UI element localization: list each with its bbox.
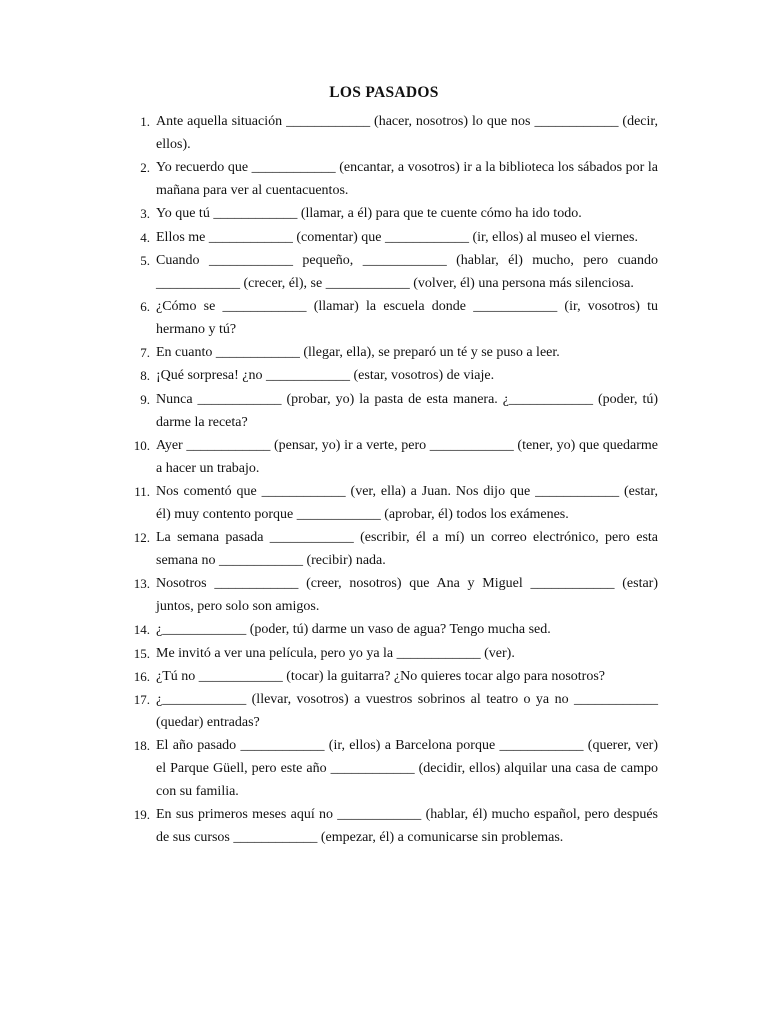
item-text: Cuando ____________ pequeño, ____________ (hablar, él) mucho, pero cuando ____________ (crecer, él), se ____________ (volver, él) una persona más silenciosa. — [156, 252, 658, 291]
exercise-item — [118, 341, 658, 364]
item-number: 1. — [140, 114, 150, 129]
item-number: 12. — [133, 530, 150, 546]
item-number: 11. — [134, 483, 150, 499]
exercise-item — [118, 642, 658, 665]
exercise-item — [118, 226, 658, 249]
item-number: 15. — [133, 645, 150, 661]
item-text: Nos comentó que ____________ (ver, ella) a Juan. Nos dijo que ____________ (estar, él) muy contento porque ____________ (aprobar, él) todos los exámenes. — [156, 483, 658, 522]
item-text: ¡Qué sorpresa! ¿no ____________ (estar, vosotros) de viaje. — [156, 368, 495, 384]
item-text: ¿____________ (llevar, vosotros) a vuestros sobrinos al teatro o ya no ____________ (quedar) entradas? — [156, 692, 658, 730]
item-number: 5. — [140, 252, 150, 268]
exercise-list — [118, 110, 658, 850]
item-text: La semana pasada ____________ (escribir, él a mí) un correo electrónico, pero esta semana no ____________ (recibir) nada. — [156, 530, 658, 569]
item-number: 13. — [133, 576, 150, 592]
item-text: Yo que tú ____________ (llamar, a él) para que te cuente cómo ha ido todo. — [156, 206, 582, 222]
exercise-item — [118, 295, 658, 341]
exercise-item — [118, 665, 658, 688]
item-number: 19. — [133, 807, 150, 823]
exercise-item — [118, 618, 658, 641]
exercise-item — [118, 480, 658, 526]
exercise-item — [118, 202, 658, 225]
document-title: LOS PASADOS — [329, 84, 439, 101]
item-number: 14. — [133, 622, 150, 638]
item-number: 10. — [133, 437, 150, 453]
item-text: ¿____________ (poder, tú) darme un vaso de agua? Tengo mucha sed. — [156, 622, 551, 638]
exercise-item — [118, 110, 658, 156]
exercise-item — [118, 249, 658, 295]
item-text: En cuanto ____________ (llegar, ella), se preparó un té y se puso a leer. — [156, 345, 560, 361]
exercise-item — [118, 572, 658, 618]
item-text: Ante aquella situación ____________ (hacer, nosotros) lo que nos ____________ (decir, ellos). — [156, 114, 658, 152]
exercise-item — [118, 688, 658, 734]
item-number: 3. — [140, 206, 150, 222]
exercise-item — [118, 388, 658, 434]
item-text: ¿Tú no ____________ (tocar) la guitarra? ¿No quieres tocar algo para nosotros? — [156, 668, 606, 684]
item-number: 17. — [133, 692, 150, 707]
exercise-item — [118, 434, 658, 480]
item-text: Yo recuerdo que ____________ (encantar, a vosotros) ir a la biblioteca los sábados por la mañana para ver al cuentacuentos. — [156, 160, 658, 199]
exercise-item — [118, 364, 658, 387]
exercise-item — [118, 526, 658, 572]
item-text: Ellos me ____________ (comentar) que ____________ (ir, ellos) al museo el viernes. — [156, 229, 638, 245]
item-number: 9. — [140, 391, 150, 407]
exercise-item — [118, 734, 658, 803]
item-text: Nunca ____________ (probar, yo) la pasta de esta manera. ¿____________ (poder, tú) darme la receta? — [156, 391, 658, 430]
item-number: 2. — [140, 160, 150, 176]
item-number: 8. — [140, 368, 150, 384]
item-text: Ayer ____________ (pensar, yo) ir a verte, pero ____________ (tener, yo) que quedarme a hacer un trabajo. — [156, 437, 658, 476]
item-text: Me invitó a ver una película, pero yo ya la ____________ (ver). — [156, 645, 515, 661]
item-number: 4. — [140, 229, 150, 245]
item-text: En sus primeros meses aquí no ____________ (hablar, él) mucho español, pero después de sus cursos ____________ (empezar, él) a comunicarse sin problemas. — [156, 807, 658, 846]
item-number: 18. — [133, 738, 150, 754]
item-number: 16. — [133, 668, 150, 684]
item-text: ¿Cómo se ____________ (llamar) la escuela donde ____________ (ir, vosotros) tu hermano y tú? — [156, 298, 658, 337]
exercise-item — [118, 803, 658, 849]
item-text: El año pasado ____________ (ir, ellos) a Barcelona porque ____________ (querer, ver) el Parque Güell, pero este año ____________ (decidir, ellos) alquilar una casa de campo con su familia. — [156, 738, 658, 800]
item-text: Nosotros ____________ (creer, nosotros) que Ana y Miguel ____________ (estar) juntos, pero solo son amigos. — [156, 576, 658, 615]
exercise-item — [118, 156, 658, 202]
item-number: 7. — [140, 345, 150, 361]
item-number: 6. — [140, 298, 150, 314]
